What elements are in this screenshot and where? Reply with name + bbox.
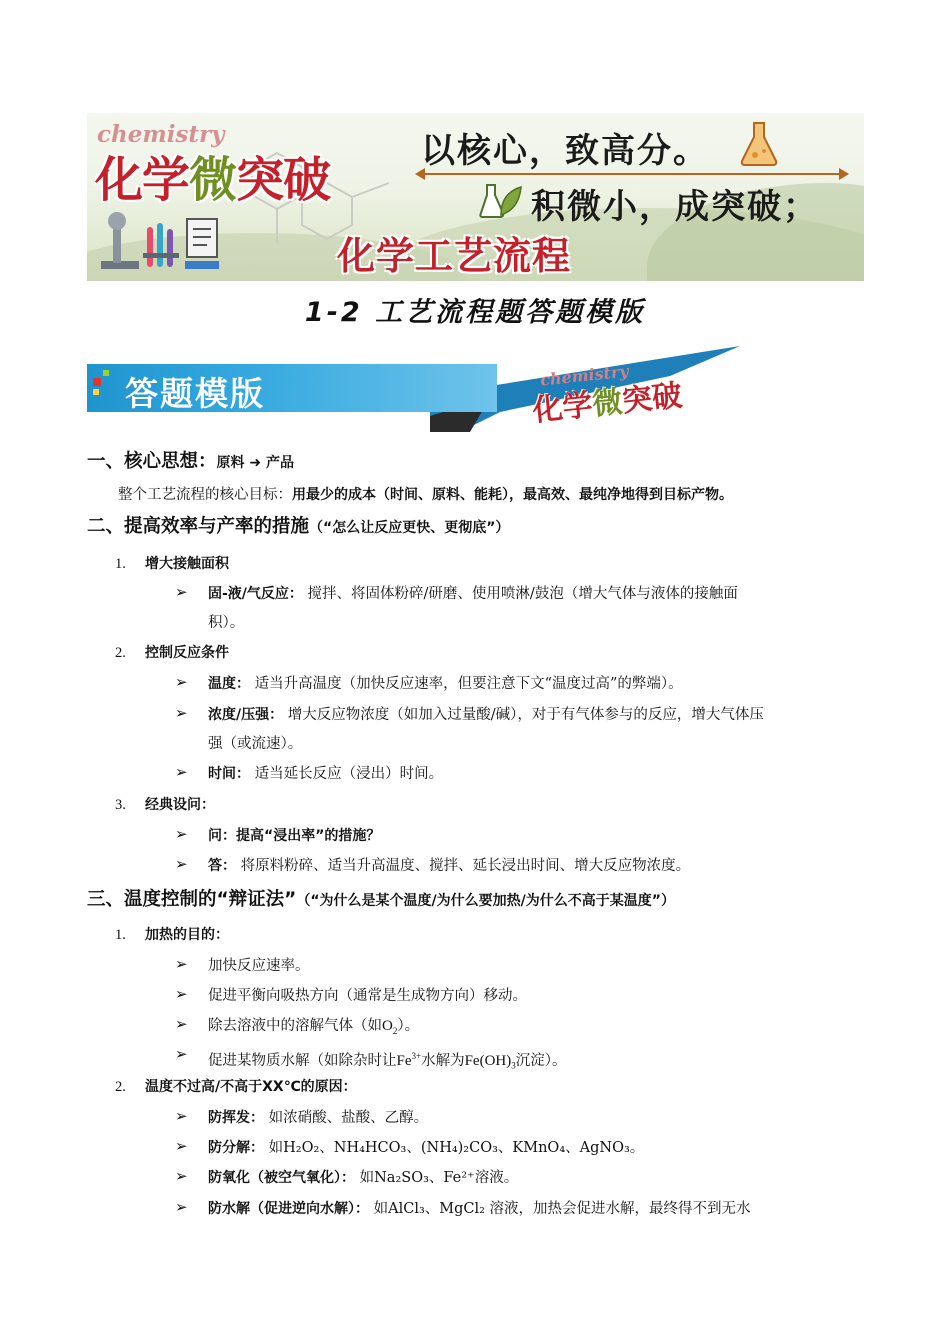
bullet-text: 水解为 (421, 1052, 465, 1069)
bullet-text: 加快反应速率。 (208, 958, 310, 974)
section-header-bar (87, 364, 497, 412)
arrow-bullet-icon: ➢ (175, 1137, 188, 1155)
decor-square (93, 378, 101, 386)
arrow-bullet-icon: ➢ (175, 855, 188, 873)
bullet-label: 防挥发： (208, 1110, 264, 1126)
bullet-text: 增大反应物浓度（如加入过量酸/碱），对于有气体参与的反应，增大气体压 (287, 707, 764, 723)
bullet-text: 促进平衡向吸热方向（通常是生成物方向）移动。 (208, 988, 527, 1004)
list-number: 1. (115, 556, 126, 572)
bullet-text: 如浓硝酸、盐酸、乙醇。 (268, 1110, 429, 1126)
paragraph-bold: 用最少的成本（时间、原料、能耗），最高效、最纯净地得到目标产物。 (292, 487, 733, 503)
bullet-question: 问：提高“浸出率”的措施？ (208, 828, 381, 844)
decor-square (93, 389, 99, 395)
decor-square (103, 370, 109, 376)
arrow-bullet-icon: ➢ (175, 985, 188, 1003)
section-heading-text: 三、温度控制的“辩证法” (87, 889, 297, 910)
section-heading-bold: 原料 ➜ 产品 (216, 455, 294, 471)
list-item-title: 加热的目的： (145, 927, 229, 943)
bullet-label: 时间： (208, 766, 250, 782)
bullet-item (208, 1138, 644, 1158)
list-number: 1. (115, 927, 126, 943)
logo-title-part: 微 (590, 384, 625, 423)
list-number: 3. (115, 797, 126, 813)
section-heading (87, 890, 675, 911)
list-item-title: 增大接触面积 (145, 556, 229, 572)
section-header-label: 答题模版 (125, 374, 265, 413)
bullet-item (208, 764, 443, 784)
arrow-bullet-icon: ➢ (175, 955, 188, 973)
section-heading-note: （“怎么让反应更快、更彻底”） (309, 520, 510, 536)
bullet-item (208, 1168, 518, 1188)
arrow-bullet-icon: ➢ (175, 704, 188, 722)
paragraph (118, 485, 733, 505)
bullet-label: 防水解（促进逆向水解）： (208, 1201, 369, 1217)
arrow-bullet-icon: ➢ (175, 1198, 188, 1216)
arrow-bullet-icon: ➢ (175, 673, 188, 691)
logo-title-part: 突破 (620, 378, 684, 420)
bullet-text: 适当升高温度（加快反应速率，但要注意下文“温度过高”的弊端）。 (254, 676, 683, 692)
section-heading (87, 517, 509, 538)
bullet-item (208, 1046, 566, 1076)
paragraph-lead: 整个工艺流程的核心目标： (118, 487, 292, 503)
arrow-bullet-icon: ➢ (175, 825, 188, 843)
list-item-title: 温度不过高/不高于XX℃的原因： (145, 1079, 357, 1095)
list-number: 2. (115, 645, 126, 661)
bullet-label: 防分解： (208, 1140, 264, 1156)
list-number: 2. (115, 1079, 126, 1095)
bullet-text-continued: 强（或流速）。 (208, 736, 303, 752)
bullet-text: ）。 (397, 1018, 420, 1034)
list-item-title: 经典设问： (145, 797, 215, 813)
bullet-label: 浓度/压强： (208, 707, 284, 723)
header-banner (87, 113, 864, 281)
section-heading-text: 二、提高效率与产率的措施 (87, 516, 310, 537)
bullet-text: 促进某物质水解（如除杂时让 (208, 1052, 397, 1069)
bullet-label: 防氧化（被空气氧化）： (208, 1170, 355, 1186)
chem-superscript: 3+ (411, 1051, 422, 1061)
arrow-bullet-icon: ➢ (175, 1167, 188, 1185)
logo-title-part: 化学 (530, 387, 595, 429)
arrow-bullet-icon: ➢ (175, 1015, 188, 1033)
chem-formula: Fe(OH) (464, 1052, 512, 1069)
banner-title-part: 微 (189, 152, 237, 208)
bullet-label: 温度： (208, 676, 250, 692)
bullet-text: 搅拌、将固体粉碎/研磨、使用喷淋/鼓泡（增大气体与液体的接触面 (307, 586, 738, 602)
bullet-text: 如Na₂SO₃、Fe²⁺溶液。 (359, 1170, 519, 1186)
flask-icon (739, 121, 779, 167)
bullet-text: 将原料粉碎、适当升高温度、搅拌、延长浸出时间、增大反应物浓度。 (240, 858, 691, 874)
bullet-item (208, 584, 738, 604)
arrow-bullet-icon: ➢ (175, 763, 188, 781)
banner-chemistry-word: chemistry (97, 121, 225, 148)
banner-slogan-1: 以核心，致高分。 (421, 131, 709, 171)
chem-formula: Fe (396, 1052, 412, 1069)
bullet-item (208, 705, 764, 725)
bullet-item (208, 1199, 751, 1219)
section-heading-note: （“为什么是某个温度/为什么要加热/为什么不高于某温度”） (296, 893, 675, 909)
chem-subscript: 2 (392, 1025, 398, 1036)
banner-subtitle: 化学工艺流程 (337, 234, 572, 278)
bullet-text: 适当延长反应（浸出）时间。 (254, 766, 444, 782)
bullet-text: 如AlCl₃、MgCl₂ 溶液，加热会促进水解，最终得不到无水 (373, 1201, 751, 1217)
logo-chemistry-word: chemistry (539, 361, 630, 390)
banner-title-part: 化学 (95, 152, 190, 208)
arrow-bullet-icon: ➢ (175, 1107, 188, 1125)
section-heading-text: 一、核心思想： (87, 451, 217, 472)
banner-title-part: 突破 (236, 152, 331, 208)
banner-slogan-2: 积微小，成突破； (531, 187, 819, 227)
banner-title (95, 141, 330, 210)
chem-formula: O (382, 1018, 393, 1034)
bullet-text: 沉淀）。 (515, 1052, 567, 1069)
bullet-text: 除去溶液中的溶解气体（如 (208, 1018, 382, 1034)
leaf-flask-icon (479, 179, 523, 221)
arrow-bullet-icon: ➢ (175, 583, 188, 601)
arrow-bullet-icon: ➢ (175, 1045, 188, 1063)
bullet-text: 如H₂O₂、NH₄HCO₃、(NH₄)₂CO₃、KMnO₄、AgNO₃。 (268, 1140, 645, 1156)
bullet-item (208, 674, 683, 694)
list-item-title: 控制反应条件 (145, 645, 229, 661)
page-title: 1-2 工艺流程题答题模版 (304, 297, 646, 328)
section-heading (87, 452, 294, 473)
bullet-text-continued: 积）。 (208, 615, 245, 631)
chem-subscript: 3 (511, 1060, 516, 1071)
bullet-item (208, 856, 690, 876)
bullet-label: 答： (208, 858, 236, 874)
lab-equipment-icon (95, 209, 225, 279)
bullet-label: 固-液/气反应： (208, 586, 303, 602)
bullet-item (208, 1108, 428, 1128)
banner-arrow (417, 173, 847, 175)
bullet-item (208, 1016, 419, 1041)
